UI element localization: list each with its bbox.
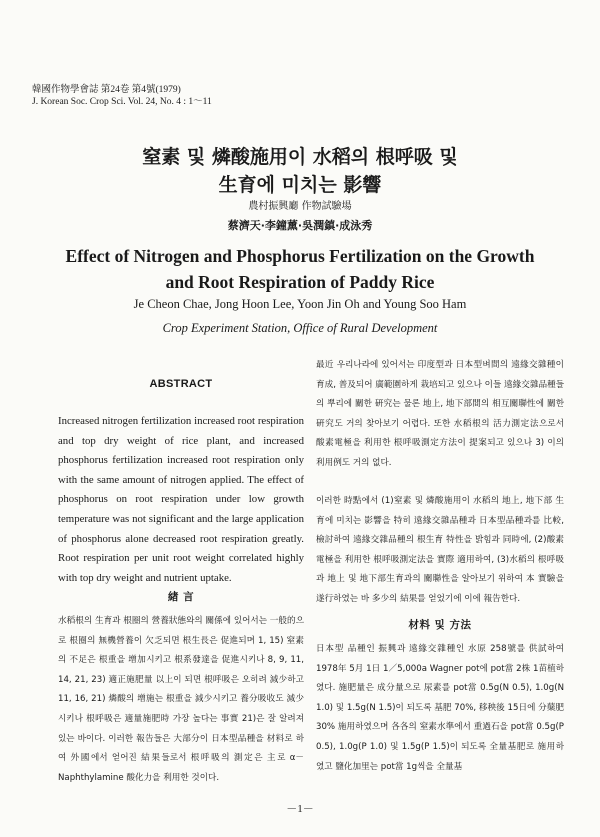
title-ko-line2: 生育에 미치는 影響 xyxy=(218,174,382,196)
title-en-line2: and Root Respiration of Paddy Rice xyxy=(165,272,435,292)
abstract-heading: ABSTRACT xyxy=(149,378,213,390)
page-number: －1－ xyxy=(286,803,314,815)
abstract-text: Increased nitrogen fertilization increased root respiration and top dry weight of rice plant, and increased phosphorus fertilization increased root respiration only with the same amount of nitrogen applied. The effect of phosphorus on root respiration under low growth temperature was not significant and the large application of phosphorus alone decreased root respiration greatly. Root respiration per unit root weight correlated highly with top dry weight and nutrient uptake. xyxy=(58,415,304,584)
institution-en: Crop Experiment Station, Office of Rural Development xyxy=(162,321,438,335)
journal-line-en: J. Korean Soc. Crop Sci. Vol. 24, No. 4 : 1～11 xyxy=(32,97,212,107)
right-para-1: 最近 우리나라에 있어서는 印度型과 日本型벼間의 遠緣交雜種이 育成, 普及되어 廣範圍하게 栽培되고 있으나 이들 遠緣交雜品種들의 뿌리에 關한 硏究는 물론 地上, 地下部間의 相互關聯性에 關한 硏究도 거의 찾아보기 어렵다. 또한 水稻根의 活力測定法으로서 酸素電極을 利用한 根呼吸測定方法이 提案되고 있으나 3) 이의 利用例도 거의 없다. xyxy=(316,360,564,468)
methods-heading: 材料 및 方法 xyxy=(408,619,472,631)
title-ko-line1: 窒素 및 燐酸施用이 水稻의 根呼吸 및 xyxy=(142,146,458,168)
intro-heading: 緖 言 xyxy=(167,591,195,603)
title-en xyxy=(0,243,600,295)
title-en-line1: Effect of Nitrogen and Phosphorus Fertilization on the Growth xyxy=(65,246,535,266)
intro-text: 水稻根의 生育과 根圈의 營養狀態와의 關係에 있어서는 一般的으로 根圈의 無機營養이 欠乏되면 根生長은 促進되며 1, 15) 窒素의 不足은 根重을 增加시키고 根系發達을 促進시키나 8, 9, 11, 14, 21, 23) 適正施肥量 以上이 되면 根呼吸은 오히려 減少하고 11, 16, 21) 燐酸의 增施는 根重을 減少시키고 養分吸收도 減少시키나 根呼吸은 適量施肥時 가장 높다는 事實 21)은 잘 알려져 있는 바이다. 이러한 報告들은 大部分이 日本型品種을 材料로 하여 外國에서 얻어진 結果들로서 根呼吸의 測定은 主로 α－Naphthylamine 酸化力을 利用한 것이다. xyxy=(58,616,304,783)
right-para-3: 日本型 品種인 振興과 遠緣交雜種인 水原 258號를 供試하여 1978年 5月 1日 1／5,000a Wagner pot에 pot當 2株 1苗植하였다. 施肥量은 成分量으로 尿素를 pot當 0.5g(N 0.5), 1.0g(N 1.0) 및 1.5g(N 1.5)이 되도록 基肥 70%, 移秧後 15日에 分蘖肥 30% 施用하였으며 各各의 窒素水準에서 重過石을 pot當 0.5g(P 0.5), 1.0g(P 1.0) 및 1.5g(P 1.5)이 되도록 全量基肥로 施用하였고 鹽化加里는 pot當 1g씩을 全量基 xyxy=(316,644,564,772)
authors-ko: 蔡濟天·李鐘薰·吳潤鎮·成泳秀 xyxy=(227,219,373,232)
right-para-2: 이러한 時點에서 (1)窒素 및 燐酸施用이 水稻의 地上, 地下部 生育에 미치는 影響을 特히 遠緣交雜品種과 日本型品種과를 比較, 檢討하여 遠緣交雜品種의 根生育 特性을 밝힘과 同時에, (2)酸素電極을 利用한 根呼吸測定法을 實際 適用하여, (3)水稻의 根呼吸과 地上 및 地下部生育과의 關聯性을 알아보기 위하여 本 實驗을 遂行하였는 바 多少의 結果를 얻었기에 이에 報告한다. xyxy=(316,496,564,604)
journal-citation xyxy=(32,84,212,108)
title-ko xyxy=(0,143,600,199)
institution-ko: 農村振興廳 作物試驗場 xyxy=(248,201,352,212)
journal-line-ko: 韓國作物學會誌 第24卷 第4號(1979) xyxy=(32,85,181,95)
authors-en: Je Cheon Chae, Jong Hoon Lee, Yoon Jin Oh and Young Soo Ham xyxy=(133,297,467,311)
